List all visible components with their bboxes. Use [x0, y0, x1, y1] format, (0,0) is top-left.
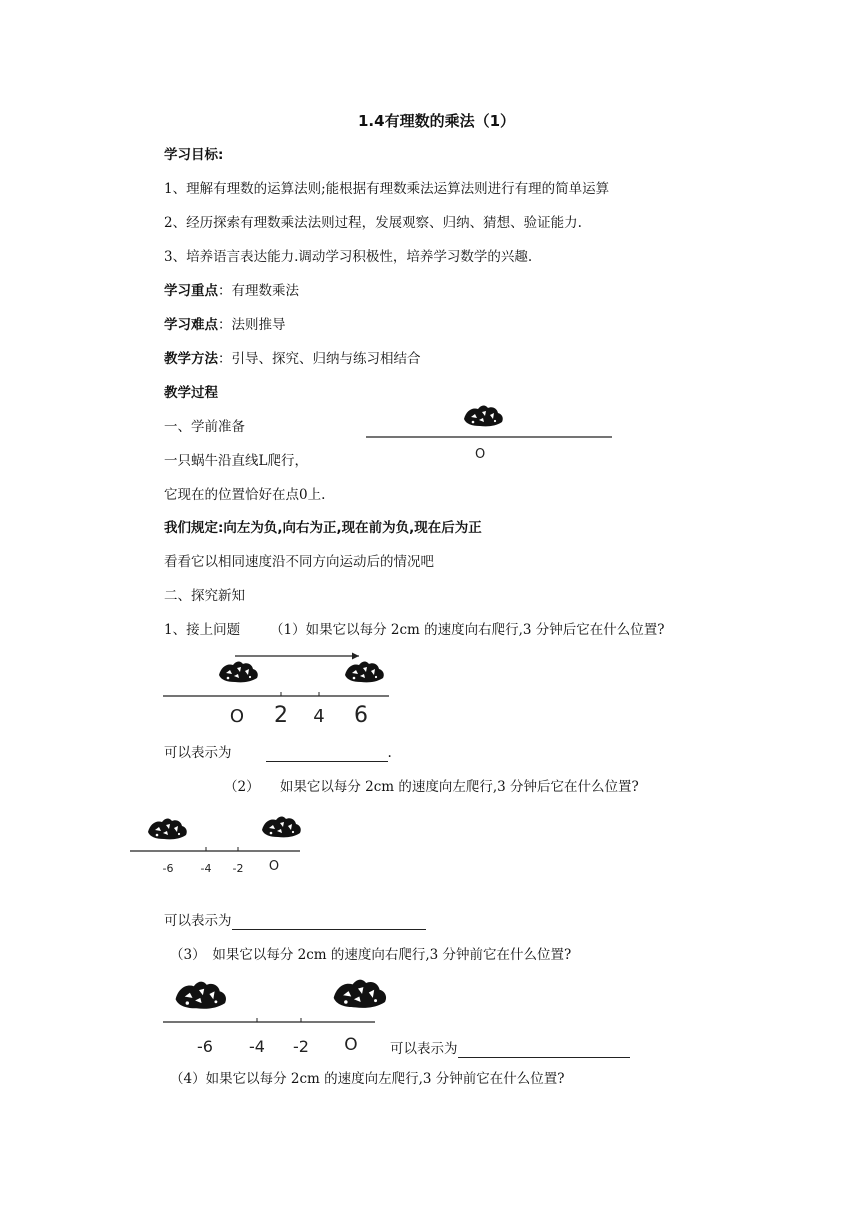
key-point-text: ：有理数乘法 [218, 283, 299, 299]
difficulty-text: ：法则推导 [218, 317, 286, 333]
tick-label: -6 [162, 862, 174, 875]
answer-prompt: 可以表示为 [390, 1041, 458, 1057]
tick-label: O [344, 1035, 358, 1055]
snail-icon [464, 405, 503, 426]
snail-icon [262, 816, 301, 837]
process-heading: 教学过程 [164, 385, 218, 401]
explore-heading: 二、探究新知 [164, 588, 245, 604]
answer-prompt: 可以表示为 [164, 745, 232, 761]
objectives-heading: 学习目标: [164, 147, 224, 163]
q1-text: （1）如果它以每分 2cm 的速度向右爬行,3 分钟后它在什么位置? [270, 622, 665, 638]
tick-label: O [229, 706, 245, 727]
answer-end: . [387, 745, 392, 761]
snail-icon [219, 661, 258, 682]
objective-1: 1、理解有理数的运算法则;能根据有理数乘法运算法则进行有理的简单运算 [164, 181, 610, 197]
look-text: 看看它以相同速度沿不同方向运动后的情况吧 [164, 554, 434, 570]
answer-prompt: 可以表示为 [164, 913, 232, 929]
tick-label: -4 [249, 1037, 265, 1056]
page-title: 1.4有理数的乘法（1） [358, 112, 516, 130]
prep-number-line [366, 402, 616, 462]
snail-icon [345, 661, 384, 682]
method-text: ：引导、探究、归纳与练习相结合 [218, 351, 421, 367]
tick-label: 4 [313, 706, 325, 727]
tick-label: 2 [274, 703, 288, 728]
tick-label: -2 [232, 862, 244, 875]
prep-line-1: 一只蜗牛沿直线L爬行， [164, 453, 308, 469]
arrow-head-icon [352, 653, 359, 660]
tick-label: -2 [293, 1037, 309, 1056]
method-label: 教学方法 [164, 351, 218, 367]
answer-blank[interactable] [232, 915, 426, 930]
method [164, 350, 421, 368]
snail-icon [176, 982, 226, 1009]
prep-line-2: 它现在的位置恰好在点0上. [164, 487, 326, 503]
snail-icon [334, 980, 386, 1008]
q3-answer [390, 1040, 630, 1058]
tick-label: O [268, 859, 280, 874]
q4-text: （4）如果它以每分 2cm 的速度向左爬行,3 分钟前它在什么位置? [170, 1071, 565, 1087]
snail-icon [148, 818, 187, 839]
q1-number-line [163, 650, 393, 728]
tick-label: 6 [354, 703, 368, 728]
q2-answer [164, 912, 426, 930]
answer-blank[interactable] [266, 747, 388, 762]
key-point-label: 学习重点 [164, 283, 218, 299]
key-point [164, 282, 299, 300]
q1-answer [164, 744, 392, 762]
q3-number-line [163, 975, 389, 1057]
origin-label: O [475, 447, 486, 462]
answer-blank[interactable] [458, 1043, 630, 1058]
difficulty [164, 316, 286, 334]
q2-number-line [128, 815, 308, 877]
objective-3: 3、培养语言表达能力.调动学习积极性，培养学习数学的兴趣. [164, 249, 533, 265]
difficulty-label: 学习难点 [164, 317, 218, 333]
prep-heading: 一、学前准备 [164, 419, 245, 435]
tick-label: -4 [200, 862, 212, 875]
q1-lead: 1、接上问题 [164, 622, 241, 638]
q2-text: （2） 如果它以每分 2cm 的速度向左爬行,3 分钟后它在什么位置? [224, 779, 639, 795]
objective-2: 2、经历探索有理数乘法法则过程，发展观察、归纳、猜想、验证能力. [164, 215, 582, 231]
rule-text: 我们规定:向左为负,向右为正,现在前为负,现在后为正 [164, 520, 482, 536]
tick-label: -6 [197, 1037, 213, 1056]
q3-text: （3） 如果它以每分 2cm 的速度向右爬行,3 分钟前它在什么位置? [170, 947, 572, 963]
